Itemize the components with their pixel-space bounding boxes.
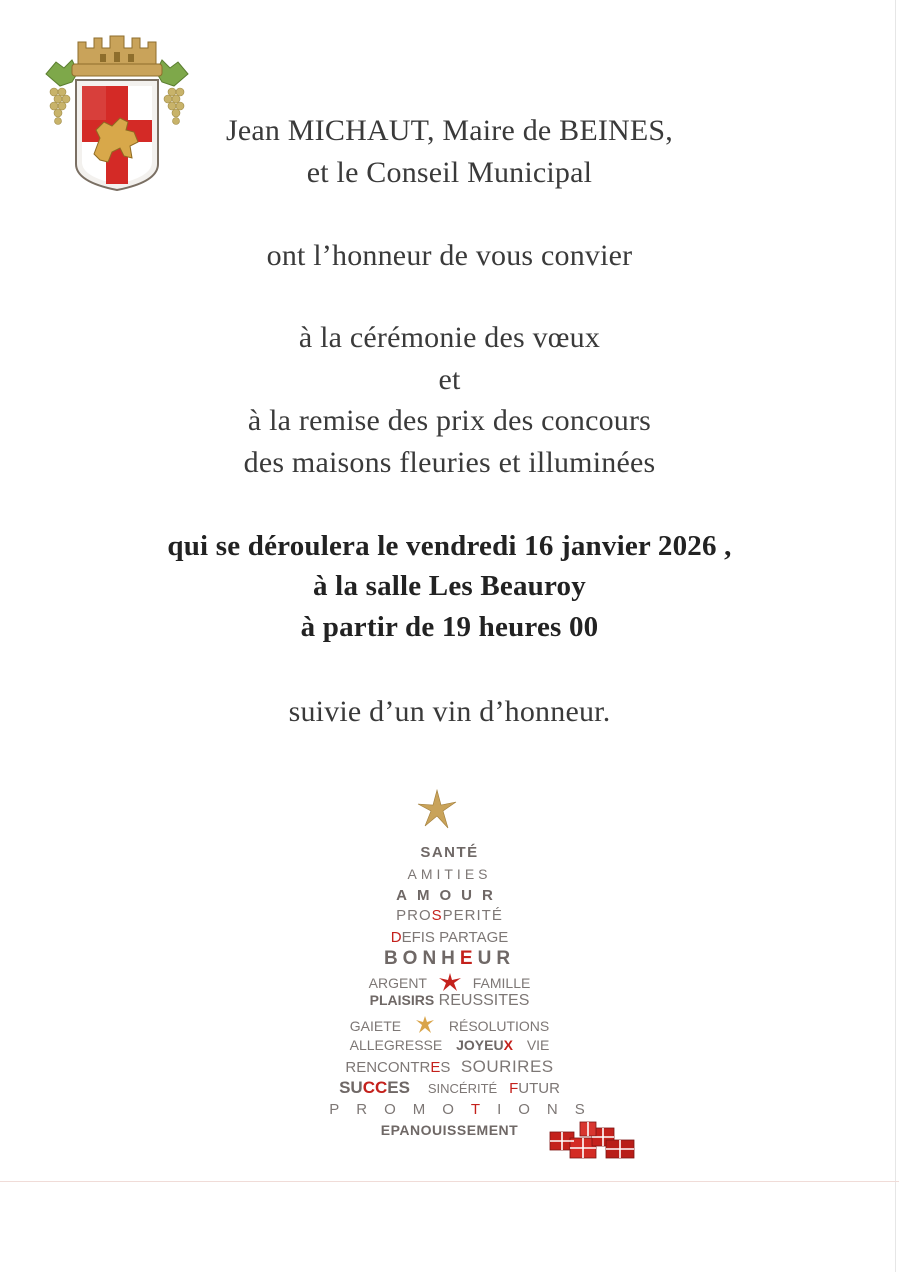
- tree-word-sante: SANTÉ: [420, 844, 479, 861]
- page-divider: [0, 1181, 899, 1182]
- invitation-line-3: et: [438, 363, 461, 396]
- tree-line-succes-sincerite-futur: SUCCES SINCÉRITÉ FUTUR: [339, 1078, 560, 1097]
- closing-line: suivie d’un vin d’honneur.: [288, 695, 611, 728]
- tree-line-gaiete-resolutions: GAIETE RÉSOLUTIONS: [0, 1015, 899, 1035]
- header-council-line: et le Conseil Municipal: [306, 156, 593, 189]
- red-star-icon: [437, 972, 463, 992]
- tree-word-amour: AMOUR: [396, 887, 503, 904]
- gift-boxes-icon: [546, 1118, 640, 1164]
- tree-word-prosperite: PROSPERITÉ: [396, 907, 503, 924]
- event-time-line: à partir de 19 heures 00: [300, 611, 599, 643]
- gold-star-icon: [416, 788, 458, 830]
- event-date-line: qui se déroulera le vendredi 16 janvier 2026 ,: [167, 530, 732, 562]
- tree-word-promotions: PROMOTIONS: [329, 1101, 602, 1118]
- header-mayor-line: Jean MICHAUT, Maire de BEINES,: [225, 114, 674, 147]
- tree-line-rencontres-sourires: RENCONTRES SOURIRES: [345, 1057, 554, 1076]
- invitation-line-2: à la cérémonie des vœux: [298, 321, 601, 354]
- tree-word-bonheur: BONHEUR: [383, 948, 516, 969]
- invitation-line-1: ont l’honneur de vous convier: [266, 239, 633, 272]
- tree-line-defis-partage: DEFIS PARTAGE: [390, 929, 509, 946]
- tree-line-allegresse-joyeux-vie: ALLEGRESSE JOYEUX VIE: [349, 1037, 550, 1053]
- word-tree: [0, 782, 899, 1182]
- invitation-line-5: des maisons fleuries et illuminées: [243, 446, 656, 479]
- small-gold-star-icon: [415, 1015, 435, 1035]
- tree-line-argent-famille: ARGENT FAMILLE: [0, 972, 899, 992]
- invitation-line-4: à la remise des prix des concours: [247, 404, 652, 437]
- tree-word-epanouissement: EPANOUISSEMENT: [380, 1122, 519, 1138]
- event-place-line: à la salle Les Beauroy: [313, 570, 586, 602]
- tree-word-amities: AMITIES: [407, 866, 492, 882]
- tree-line-plaisirs-reussites: PLAISIRS REUSSITES: [369, 992, 530, 1009]
